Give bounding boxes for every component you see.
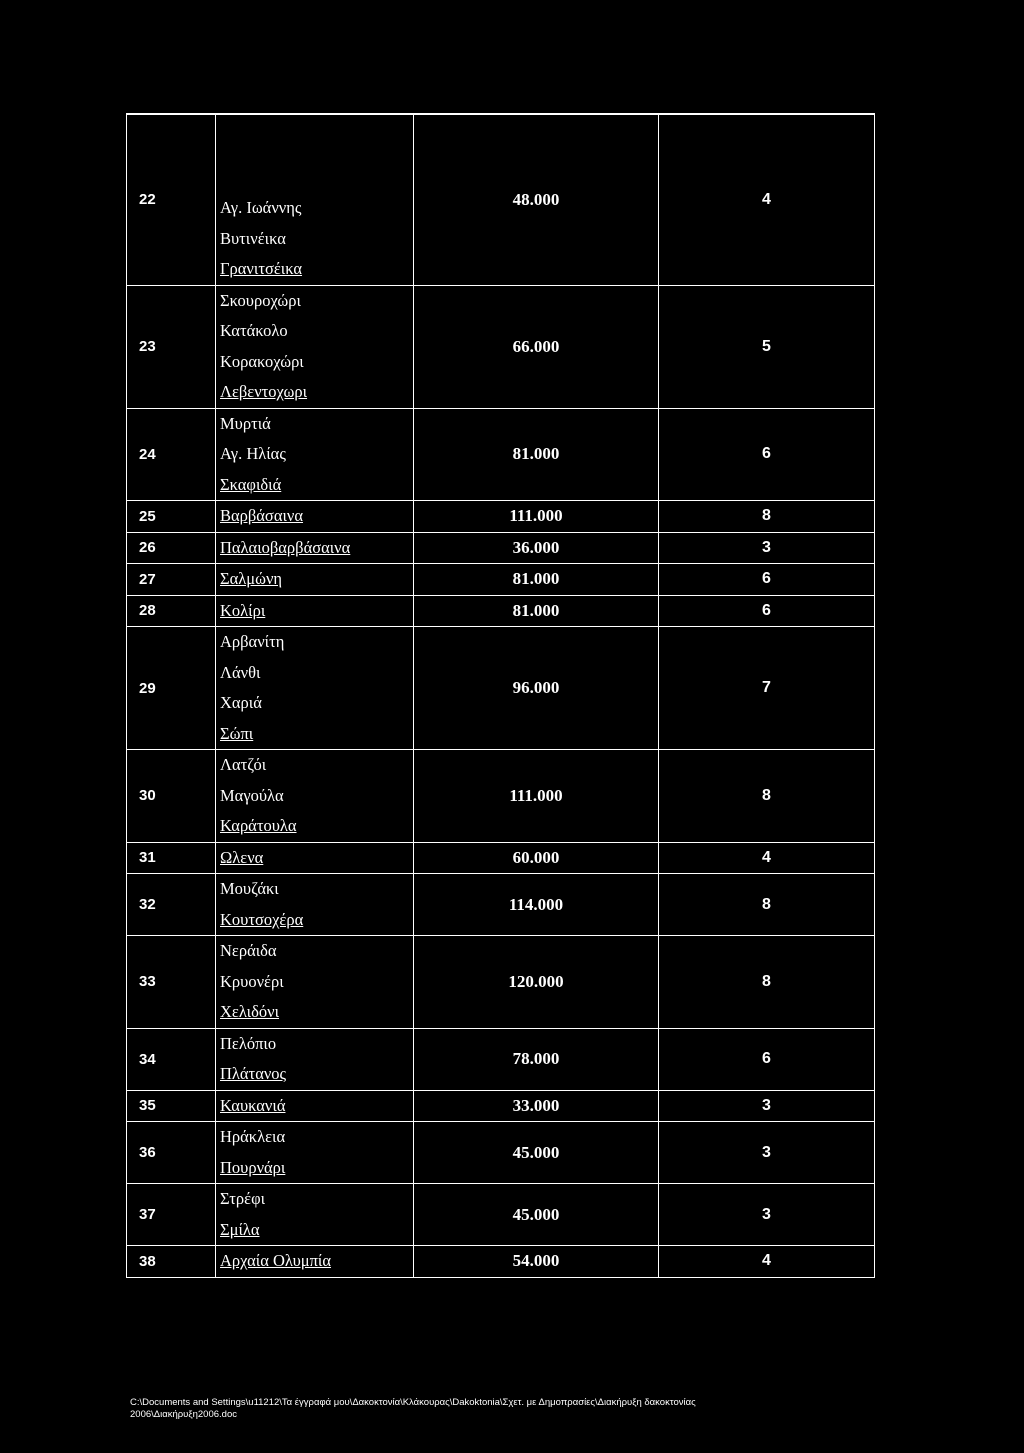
village-name: Σώπι: [220, 723, 254, 743]
village-name: Κουτσοχέρα: [220, 909, 304, 929]
file-path-line-2: 2006\Διακήρυξη2006.doc: [130, 1409, 237, 1420]
count-cell: 8: [659, 936, 875, 1029]
row-number: 35: [127, 1090, 216, 1122]
table-row: [127, 1122, 875, 1184]
village-name: Λατζόι: [220, 755, 267, 774]
village-name: Καυκανιά: [220, 1095, 286, 1115]
village-name: Χαριά: [220, 693, 262, 712]
table-row: [127, 1246, 875, 1278]
village-name: Πελόπιο: [220, 1033, 277, 1053]
village-name: Μαγούλα: [220, 785, 284, 805]
village-name: Κορακοχώρι: [220, 351, 304, 371]
count-cell: 8: [659, 874, 875, 936]
row-number: 34: [127, 1028, 216, 1090]
village-name: Λεβεντοχωρι: [220, 382, 308, 401]
village-name: Χελιδόνι: [220, 1002, 280, 1021]
count-cell: 4: [659, 114, 875, 285]
amount-cell: 60.000: [414, 842, 659, 874]
row-number: 23: [127, 285, 216, 408]
amount-cell: 33.000: [414, 1090, 659, 1122]
count-cell: 6: [659, 1028, 875, 1090]
village-name: Κρυονέρι: [220, 971, 284, 991]
village-name: Αρχαία Ολυμπία: [220, 1251, 332, 1270]
row-number: 29: [127, 627, 216, 750]
amount-cell: 111.000: [414, 750, 659, 843]
villages-table: [126, 113, 875, 1278]
village-list: [216, 936, 414, 1029]
file-path-line-1: C:\Documents and Settings\u11212\Τα έγγραφά μου\Δακοκτονία\Κλάκουρας\Dakoktonia\Σχετ. με Δημοπρασίες\Διακήρυξη δακοκτονίας: [130, 1397, 696, 1408]
village-list: [216, 1246, 414, 1278]
amount-cell: 111.000: [414, 501, 659, 533]
table-row: [127, 750, 875, 843]
row-number: 22: [127, 114, 216, 285]
village-name: Κολίρι: [220, 600, 266, 620]
row-number: 24: [127, 408, 216, 501]
amount-cell: 120.000: [414, 936, 659, 1029]
village-list: [216, 285, 414, 408]
village-list: [216, 750, 414, 843]
table-row: [127, 114, 875, 285]
village-name: Ηράκλεια: [220, 1127, 286, 1146]
village-list: [216, 842, 414, 874]
count-cell: 6: [659, 564, 875, 596]
table-row: [127, 1028, 875, 1090]
row-number: 37: [127, 1184, 216, 1246]
table-row: [127, 408, 875, 501]
table-row: [127, 532, 875, 564]
count-cell: 3: [659, 532, 875, 564]
count-cell: 3: [659, 1122, 875, 1184]
village-name: Κατάκολο: [220, 321, 288, 340]
table-row: [127, 564, 875, 596]
village-name: Βαρβάσαινα: [220, 506, 304, 525]
count-cell: 4: [659, 842, 875, 874]
villages-table-body: [127, 114, 875, 1277]
amount-cell: 78.000: [414, 1028, 659, 1090]
table-row: [127, 1090, 875, 1122]
table-row: [127, 595, 875, 627]
village-list: [216, 627, 414, 750]
row-number: 28: [127, 595, 216, 627]
village-name: Πλάτανος: [220, 1064, 287, 1083]
village-list: [216, 874, 414, 936]
village-list: [216, 595, 414, 627]
village-name: Καράτουλα: [220, 816, 297, 835]
amount-cell: 54.000: [414, 1246, 659, 1278]
village-name: Στρέφι: [220, 1189, 266, 1208]
row-number: 25: [127, 501, 216, 533]
count-cell: 4: [659, 1246, 875, 1278]
table-row: [127, 874, 875, 936]
count-cell: 6: [659, 595, 875, 627]
table-row: [127, 627, 875, 750]
table-row: [127, 501, 875, 533]
village-name: Αγ. Ιωάννης: [220, 198, 302, 217]
village-list: [216, 114, 414, 285]
village-name: Αρβανίτη: [220, 632, 285, 651]
count-cell: 3: [659, 1184, 875, 1246]
village-list: [216, 564, 414, 596]
count-cell: 6: [659, 408, 875, 501]
amount-cell: 96.000: [414, 627, 659, 750]
village-list: [216, 1122, 414, 1184]
village-name: Παλαιοβαρβάσαινα: [220, 537, 351, 557]
village-name: Σκαφιδιά: [220, 474, 282, 494]
amount-cell: 36.000: [414, 532, 659, 564]
table-row: [127, 1184, 875, 1246]
row-number: 30: [127, 750, 216, 843]
count-cell: 7: [659, 627, 875, 750]
amount-cell: 81.000: [414, 595, 659, 627]
count-cell: 5: [659, 285, 875, 408]
amount-cell: 81.000: [414, 564, 659, 596]
file-path-footer: [130, 1397, 890, 1421]
village-name: Μυρτιά: [220, 413, 271, 433]
village-name: Πουρνάρι: [220, 1157, 286, 1177]
amount-cell: 45.000: [414, 1122, 659, 1184]
amount-cell: 114.000: [414, 874, 659, 936]
amount-cell: 66.000: [414, 285, 659, 408]
village-name: Σμίλα: [220, 1219, 260, 1239]
row-number: 27: [127, 564, 216, 596]
amount-cell: 45.000: [414, 1184, 659, 1246]
village-name: Σκουροχώρι: [220, 290, 301, 310]
count-cell: 8: [659, 750, 875, 843]
village-name: Μουζάκι: [220, 879, 279, 898]
count-cell: 8: [659, 501, 875, 533]
row-number: 36: [127, 1122, 216, 1184]
table-row: [127, 285, 875, 408]
village-list: [216, 1090, 414, 1122]
village-name: Ωλενα: [220, 847, 264, 867]
row-number: 26: [127, 532, 216, 564]
amount-cell: 48.000: [414, 114, 659, 285]
table-row: [127, 842, 875, 874]
village-name: Λάνθι: [220, 662, 261, 682]
row-number: 32: [127, 874, 216, 936]
row-number: 33: [127, 936, 216, 1029]
village-name: Βυτινέικα: [220, 228, 286, 248]
village-list: [216, 1028, 414, 1090]
village-name: Νεράιδα: [220, 941, 277, 960]
village-list: [216, 1184, 414, 1246]
row-number: 31: [127, 842, 216, 874]
village-name: Γρανιτσέικα: [220, 259, 303, 278]
table-row: [127, 936, 875, 1029]
village-list: [216, 501, 414, 533]
village-name: Σαλμώνη: [220, 569, 283, 588]
count-cell: 3: [659, 1090, 875, 1122]
amount-cell: 81.000: [414, 408, 659, 501]
village-name: Αγ. Ηλίας: [220, 444, 286, 463]
village-list: [216, 408, 414, 501]
village-list: [216, 532, 414, 564]
row-number: 38: [127, 1246, 216, 1278]
